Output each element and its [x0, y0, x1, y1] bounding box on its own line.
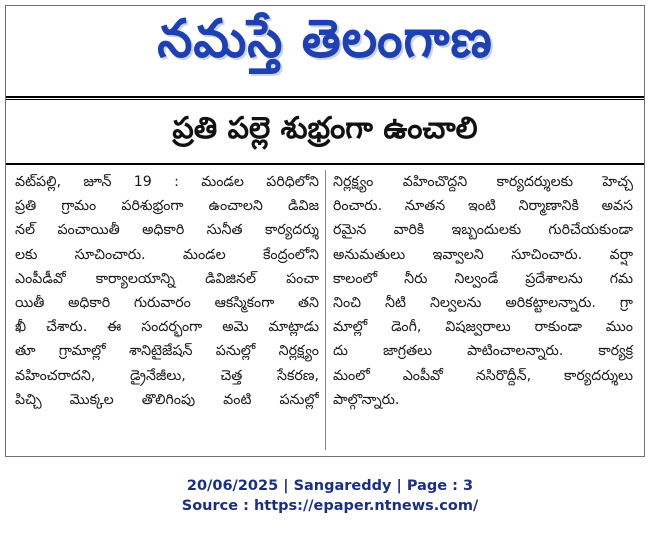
article-line: నల్ పంచాయితీ అధికారి సునీత కార్యదర్శు	[15, 222, 319, 239]
masthead-rule-thin	[6, 99, 644, 100]
article-line: రమైన వారికి ఇబ్బందులకు గురిచేయకుండా	[333, 222, 633, 239]
column-divider	[325, 170, 326, 450]
article-line: మాల్లో డెంగీ, విషజ్వరాలు రాకుండా ముం	[333, 319, 633, 336]
article-column-left	[15, 170, 319, 412]
article-line: అనుమతులు ఇవ్వాలని సూచించారు. వర్షా	[333, 246, 633, 263]
article-line: వహించరాదని, డ్రైనేజీలు, చెత్త సేకరణ,	[15, 367, 319, 384]
masthead-rule	[6, 96, 644, 98]
article-line: తూ గ్రామాల్లో శానిటైజేషన్ పనుల్లో నిర్లక్ష్యం	[15, 343, 319, 360]
headline-rule	[6, 163, 644, 165]
article-line: పాల్గొన్నారు.	[333, 391, 400, 408]
masthead-title: నమస్తే తెలంగాణ	[157, 7, 493, 69]
article-line: కాలంలో నీరు నిల్వండే ప్రదేశాలను గమ	[333, 270, 633, 287]
article-line: నిర్లక్ష్యం వహించొద్దని కార్యదర్శులకు హెచ్చ	[333, 174, 633, 190]
article-line: లకు సూచించారు. మండల కేంద్రంలోని	[15, 246, 319, 263]
edition-caption: 20/06/2025 | Sangareddy | Page : 3	[186, 478, 474, 494]
article-line: యితీ అధికారి గురువారం ఆకస్మికంగా తని	[15, 295, 319, 312]
article-line: ఎంపీడీవో కార్యాలయాన్ని డివిజినల్ పంచా	[15, 270, 319, 287]
article-headline: ప్రతి పల్లె శుభ్రంగా ఉంచాలి	[172, 111, 478, 146]
article-line: దు జాగ్రతలు పాటించాలన్నారు. కార్యక్ర	[333, 343, 633, 360]
article-line: పిచ్చి మొక్కల తొలిగింపు వంటి పనుల్లో	[15, 391, 319, 408]
article-line: రించారు. నూతన ఇంటి నిర్మాణానికి అవస	[333, 198, 633, 215]
article-line: నించి నీటి నిల్వలను అరికట్టాలన్నారు. గ్రా	[333, 295, 633, 312]
article-line: మంలో ఎంపీవో నసిరొద్దీన్, కార్యదర్శులు	[333, 367, 633, 384]
article-column-right	[333, 170, 633, 412]
article-line: ఖీ చేశారు. ఈ సందర్భంగా అమె మాట్లాడు	[15, 319, 319, 336]
source-caption: Source : https://epaper.ntnews.com/	[181, 498, 479, 514]
newspaper-clipping	[5, 5, 645, 457]
article-line: వట్‌పల్లి, జూన్ 19 : మండల పరిధిలోని	[15, 174, 319, 190]
masthead	[6, 6, 644, 84]
article-line: ప్రతి గ్రామం పరిశుభ్రంగా ఉంచాలని డివిజ	[15, 198, 319, 215]
